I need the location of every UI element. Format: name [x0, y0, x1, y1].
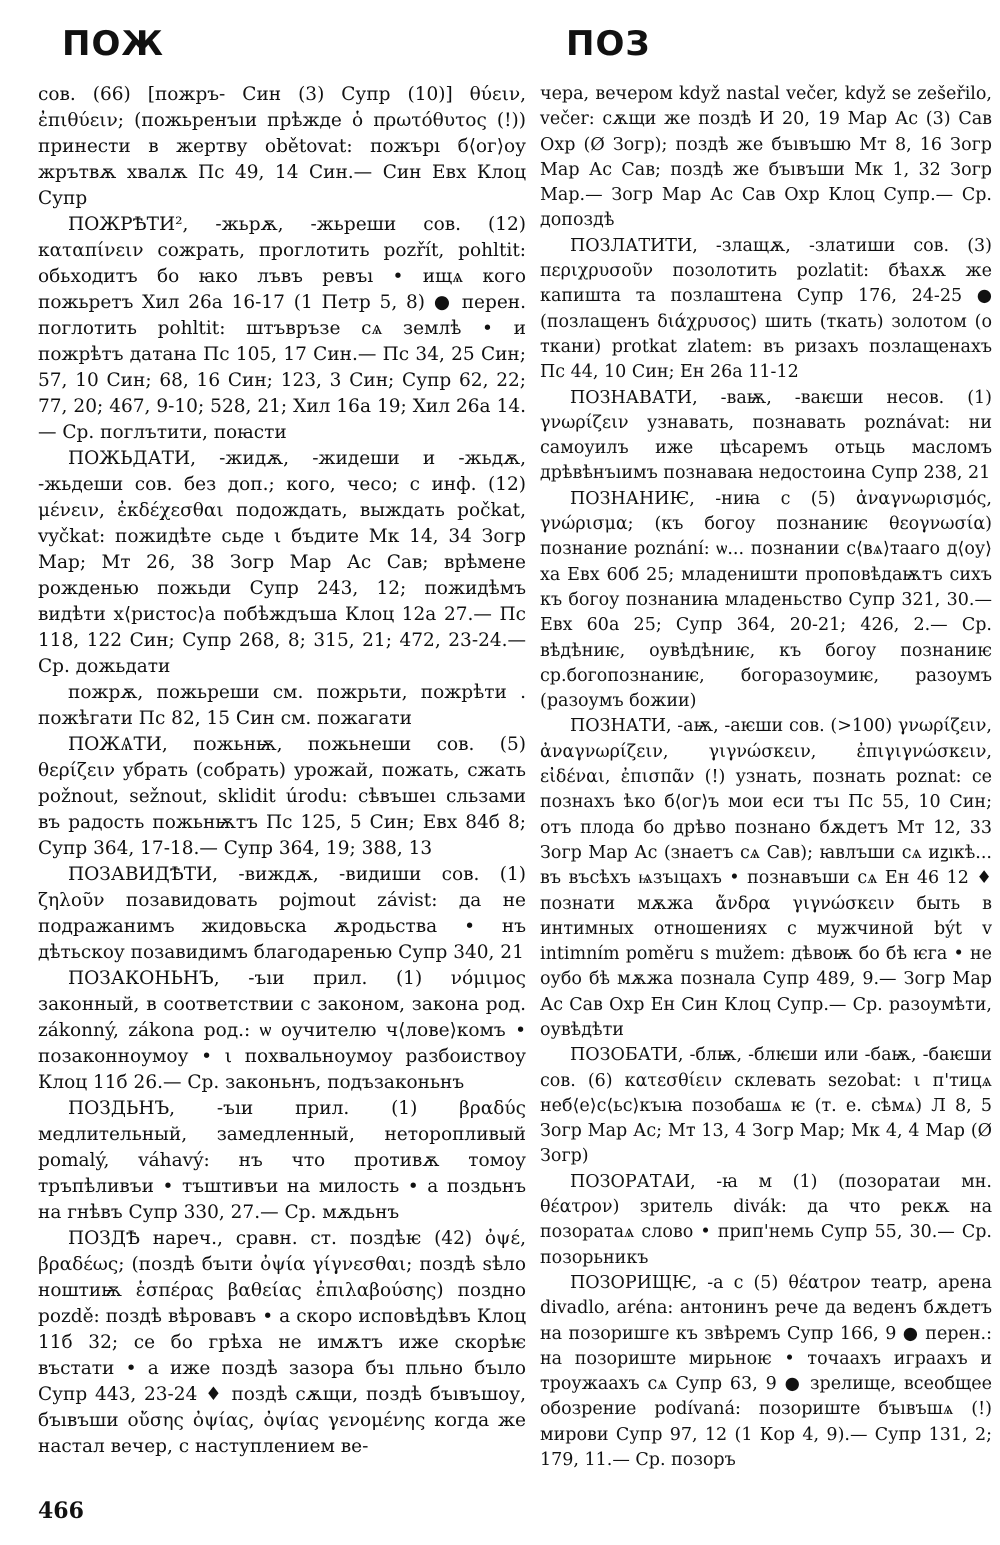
running-headword-left: ПОЖ: [62, 24, 164, 64]
entry-pozoratai: ПОЗОРАТАИ, -ꙗ м (1) (позоратаи мн. θέατρον) зритель divák: да что рекѫ на позоратаѧ слово • прип'немь Супр 55, 30.— Ср. позорьникъ: [540, 1171, 992, 1268]
left-column: [38, 82, 526, 1460]
running-headword-right: ПОЗ: [566, 24, 651, 64]
entry-pozhdati: ПОЖЬДАТИ, -жидѫ, -жидеши и -жьдѫ, -жьдеши сов. без доп.; кого, чесо; с инф. (12) μένειν, ἐκδέχεσθαι подождать, выждать počkat, vyčkat: пожидѣте сьде ι бъдите Мк 14, 34 Зогр Мар; Мт 26, 38 Зогр Мар Ас Сав; врѣмене рожденью пожьди Супр 243, 12; пожидѣмъ видѣти х⟨ристос⟩а побѣждъша Клоц 12а 27.— Пс 118, 122 Син; Супр 268, 8; 315, 21; 472, 23-24.— Ср. дожьдати: [38, 448, 526, 677]
entry-pozdn: ПОЗДЬНЪ, -ъıи прил. (1) βραδύς медлительный, замедленный, неторопливый pomalý, váhavý: нъ что противѫ томоу тръпѣливъи • тъштивъи на милость • а поздьнъ на гнѣвъ Супр 330, 27.— Ср. мѫдьнъ: [38, 1098, 526, 1223]
entry-pozakonn: ПОЗАКОНЬНЪ, -ъıи прил. (1) νόμιμος законный, в соответствии с законом, закона род. zákonný, zákona род.: ѡ оучителю ч⟨лове⟩комъ • позаконноумоу • ι похвальноумоу разбоиствоу Клоц 11б 26.— Ср. законьнъ, подъзаконьнъ: [38, 968, 526, 1093]
entry-pozorishte: ПОЗОРИЩѤ, -а с (5) θέατρον театр, арена divadlo, aréna: антонинъ рече да веденъ бѫдетъ на позоришге къ звѣремъ Супр 166, 9 ● перен.: на позориште мирьноѥ • точаахъ играахъ и троужаахъ сѧ Супр 63, 9 ● зрелище, всеобщее обозрение podívaná: позориште бъıвъшѧ (!) мирови Супр 97, 12 (1 Кор 4, 9).— Супр 131, 2; 179, 11.— Ср. позоръ: [540, 1272, 992, 1471]
entry-pozavideti: ПОЗАВИДѢТИ, -виждѫ, -видиши сов. (1) ζηλοῦν позавидовать pojmout závist: да не подражанимъ жидовьска ѫродьства • нъ дѣтьскоу позавидимъ благодаренью Супр 340, 21: [38, 864, 526, 963]
entry-pozhreti2: ПОЖРѢТИ², -жьрѫ, -жьреши сов. (12) καταπίνειν сожрать, проглотить pozřít, pohltit: обьходитъ бо ꙗко лъвъ ревъı • ищѧ кого пожьретъ Хил 26а 16-17 (1 Петр 5, 8) ● перен. поглотить pohltit: штъвръзе сѧ землѣ • и пожрѣтъ датана Пс 105, 17 Син.— Пс 34, 25 Син; 57, 10 Син; 68, 16 Син; 123, 3 Син; Супр 62, 22; 77, 20; 467, 9-10; 528, 21; Хил 16а 19; Хил 26а 14.— Ср. поглътити, поꙗсти: [38, 214, 526, 443]
entry-continuation-pozhreti1: сов. (66) [пожръ- Син (3) Супр (10)] θύειν, ἐπιθύειν; (пожьренъıи прѣжде ὁ πρωτόθυτος (!)) принести в жертву obětovat: пожърı б⟨ог⟩оу жрътвѫ хвалѫ Пс 49, 14 Син.— Син Евх Клоц Супр: [38, 84, 526, 209]
entry-crossref-pozhru: пожрѫ, пожьреши см. пожрьти, пожрѣти . пожѣгати Пс 82, 15 Син см. пожагати: [38, 682, 526, 729]
entry-poznavati: ПОЗНАВАТИ, -ваѭ, -ваѥши несов. (1) γνωρίζειν узнавать, познавать poznávat: ни самоуилъ иже цѣсаремъ отьць масломъ дрѣвѣнъıимъ познаваꙗ недостоина Супр 238, 21: [540, 387, 992, 484]
right-column: [540, 82, 992, 1473]
entry-poznati: ПОЗНАТИ, -аѭ, -аѥши сов. (>100) γνωρίζειν, ἀναγνωρίζειν, γιγνώσκειν, ἐπιγιγνώσκειν, εἰδέναι, ἐπισπᾶν (!) узнать, познать poznat: се познахъ ѣко б⟨ог⟩ъ мои еси тъı Пс 55, 10 Син; отъ плода бо дрѣво познано бѫдетъ Мт 12, 33 Зогр Мар Ас (знаетъ сѧ Сав); ꙗвлъши сѧ иꙁıкѣ... въ въсѣхъ ѩзъıцахъ • познавъши сѧ Ен 46 12 ♦ познати мѫжа ἄνδρα γιγνώσκειν быть в интимных отношениях с мужчиной být v intimním poměru s mužem: дѣвоѭ бо бѣ ѥга • не оубо бѣ мѫжа познала Супр 489, 9.— Зогр Мар Ас Сав Охр Ен Син Клоц Супр.— Ср. разоумѣти, оувѣдѣти: [540, 716, 992, 1040]
page-number: 466: [38, 1498, 84, 1524]
entry-pozobati: ПОЗОБАТИ, -блѭ, -блѥши или -баѭ, -баѥши сов. (6) κατεσθίειν склевать sezobat: ι п'тицѧ неб⟨е⟩с⟨ьс⟩къıꙗ позобашѧ ѥ (т. е. сѣмѧ) Л 8, 5 Зогр Мар Ас; Мт 13, 4 Зогр Мар; Мк 4, 4 Мар (Ø Зогр): [540, 1045, 992, 1167]
entry-pozde: ПОЗДѢ нареч., сравн. ст. поздѣѥ (42) ὀψέ, βραδέως; (поздѣ бъıти ὀψία γίγνεσθαι; поздѣ ѕѣло ноштиѭ ἑσπέρας βαθείας ἐπιλαβούσης) поздно pozdě: поздѣ вѣровавъ • а скоро исповѣдѣвъ Клоц 11б 32; се бо грѣха не имѫтъ иже скорѣѥ въстати • а иже поздѣ зазора бъı пльно бъıло Супр 443, 23-24 ♦ поздѣ сѫщи, поздѣ бъıвъшоу, бъıвъши οὔσης ὀψίας, ὀψίας γενομένης когда же настал вечер, с наступлением ве-: [38, 1228, 526, 1457]
entry-pozlatiti: ПОЗЛАТИТИ, -злащѫ, -златиши сов. (3) περιχρυσοῦν позолотить pozlatit: бѣахѫ же капишта та позлаштена Супр 176, 24-25 ● (позлащенъ διάχρυσος) шить (ткать) золотом (о ткани) protkat zlatem: въ ризахъ позлащенахъ Пс 44, 10 Син; Ен 26а 11-12: [540, 235, 992, 383]
entry-pozhati: ПОЖѦТИ, пожьнѭ, пожьнеши сов. (5) θερίζειν убрать (собрать) урожай, пожать, сжать požnout, sežnout, sklidit úrodu: сѣвъшеı сльзами въ радость пожьнѭтъ Пс 125, 5 Син; Евх 84б 8; Супр 364, 17-18.— Супр 364, 19; 388, 13: [38, 734, 526, 859]
entry-poznanie: ПОЗНАНИѤ, -ниꙗ с (5) ἀναγνωρισμός, γνώρισμα; (къ богоу познаниѥ θεογνωσία) познание poznání: ѡ... познании с⟨вѧ⟩тааго д⟨оу⟩ха Евх 60б 25; младеништи проповѣдаѭтъ сихъ къ богоу познаниꙗ младеньство Супр 321, 30.— Евх 60а 25; Супр 364, 20-21; 426, 2.— Ср. вѣдѣниѥ, оувѣдѣниѥ, къ богоу познаниѥ ср.богопознаниѥ, богоразоумиѥ, разоумъ (разоумъ божии): [540, 488, 992, 712]
entry-continuation-pozde: чера, вечером když nastal večer, když se zešeřilo, večer: сѫщи же поздѣ И 20, 19 Мар Ас (3) Сав Охр (Ø Зогр); поздѣ же бъıвъшю Мт 8, 16 Зогр Мар Ас Сав; поздѣ же бъıвъши Мк 1, 32 Зогр Мар.— Зогр Мар Ас Сав Охр Клоц Супр.— Ср. допоздѣ: [540, 84, 992, 231]
